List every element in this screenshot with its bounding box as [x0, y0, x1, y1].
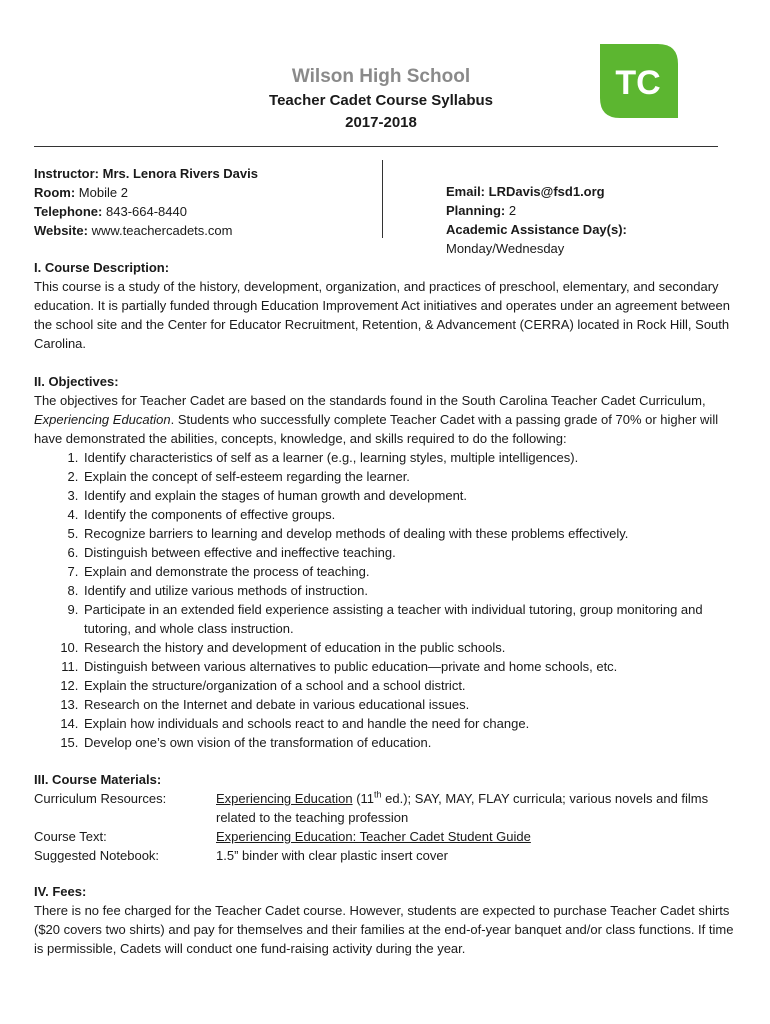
school-year: 2017-2018	[345, 114, 417, 131]
objectives-intro-title: Experiencing Education	[34, 412, 171, 427]
curriculum-label: Curriculum Resources:	[34, 791, 167, 806]
list-item: 1. Identify characteristics of self as a learner (e.g., learning styles, multiple intelligences).	[82, 448, 734, 467]
tc-logo-text: TC	[615, 64, 661, 102]
planning-line	[446, 201, 627, 220]
objectives-list	[34, 448, 734, 752]
instructor-label: Instructor:	[34, 166, 99, 181]
course-description-text: This course is a study of the history, development, organization, and practices of preschool, elementary, and secondary education. It is partially funded through Education Improvement Act initiatives and operates under an agreement between the school site and the Center for Educator Recruitment, Retention, & Advancement (CERRA) located in Rock Hill, South Carolina.	[34, 279, 730, 351]
objectives-intro-end: . Students who successfully complete Teacher Cadet with a passing grade of 70% or higher will have demonstrated the abilities, concepts, knowledge, and skills required to do the following:	[34, 412, 719, 446]
notebook-row	[34, 846, 734, 865]
course-description-section	[34, 258, 734, 353]
materials-section	[34, 770, 734, 865]
objectives-heading: II. Objectives:	[34, 374, 119, 389]
fees-text: There is no fee charged for the Teacher Cadet course. However, students are expected to purchase Teacher Cadet shirts ($20 covers two shirts) and pay for themselves and their families at the end-of-year banquet and/or class functions. If time is permissible, Cadets will conduct one fund-raising activity during the year.	[34, 903, 734, 956]
course-title: Teacher Cadet Course Syllabus	[269, 92, 493, 109]
tc-logo	[600, 44, 678, 118]
list-item: 14. Explain how individuals and schools react to and handle the need for change.	[82, 714, 734, 733]
list-item: 11. Distinguish between various alternatives to public education—private and home schools, etc.	[82, 657, 734, 676]
email-value[interactable]: LRDavis@fsd1.org	[488, 184, 605, 199]
objectives-section	[34, 372, 734, 752]
curriculum-rest: ed.); SAY, MAY, FLAY curricula; various novels and films related to the teaching profession	[216, 791, 709, 825]
list-item: 7. Explain and demonstrate the process of teaching.	[82, 562, 734, 581]
list-item: 2. Explain the concept of self-esteem regarding the learner.	[82, 467, 734, 486]
contact-right	[446, 182, 627, 258]
course-text-value: Experiencing Education: Teacher Cadet Student Guide	[216, 829, 531, 844]
objectives-intro	[34, 391, 734, 448]
contact-left	[34, 164, 258, 240]
curriculum-row	[34, 789, 734, 827]
list-item: 13. Research on the Internet and debate in various educational issues.	[82, 695, 734, 714]
list-item: 6. Distinguish between effective and ineffective teaching.	[82, 543, 734, 562]
room-value: Mobile 2	[78, 185, 128, 200]
telephone-value: 843-664-8440	[106, 204, 187, 219]
assistance-value: Monday/Wednesday	[446, 241, 565, 256]
contact-divider	[382, 160, 383, 238]
materials-heading: III. Course Materials:	[34, 772, 162, 787]
list-item: 12. Explain the structure/organization of a school and a school district.	[82, 676, 734, 695]
notebook-label: Suggested Notebook:	[34, 848, 160, 863]
instructor-name: Mrs. Lenora Rivers Davis	[102, 166, 258, 181]
course-description-heading: I. Course Description:	[34, 260, 170, 275]
list-item: 3. Identify and explain the stages of human growth and development.	[82, 486, 734, 505]
course-text-row	[34, 827, 734, 846]
notebook-value: 1.5” binder with clear plastic insert cover	[216, 848, 448, 863]
list-item: 10. Research the history and development of education in the public schools.	[82, 638, 734, 657]
objectives-intro-start: The objectives for Teacher Cadet are based on the standards found in the South Carolina Teacher Cadet Curriculum,	[34, 393, 706, 408]
planning-label: Planning:	[446, 203, 506, 218]
website-line	[34, 221, 258, 240]
curriculum-value	[216, 789, 716, 827]
instructor-line	[34, 164, 258, 183]
assistance-label: Academic Assistance Day(s):	[446, 222, 627, 237]
room-label: Room:	[34, 185, 76, 200]
list-item: 15. Develop one’s own vision of the transformation of education.	[82, 733, 734, 752]
list-item: 9. Participate in an extended field experience assisting a teacher with individual tutoring, group monitoring and tutoring, and whole class instruction.	[82, 600, 734, 638]
list-item: 5. Recognize barriers to learning and develop methods of dealing with these problems effectively.	[82, 524, 734, 543]
email-line	[446, 182, 627, 201]
email-label: Email:	[446, 184, 486, 199]
website-value[interactable]: www.teachercadets.com	[91, 223, 233, 238]
room-line	[34, 183, 258, 202]
list-item: 8. Identify and utilize various methods of instruction.	[82, 581, 734, 600]
course-text-label: Course Text:	[34, 829, 107, 844]
curriculum-edition-suffix: th	[374, 789, 382, 800]
header-divider	[34, 146, 718, 147]
telephone-label: Telephone:	[34, 204, 103, 219]
list-item: 4. Identify the components of effective groups.	[82, 505, 734, 524]
school-name: Wilson High School	[291, 66, 471, 87]
planning-value: 2	[508, 203, 517, 218]
curriculum-edition: (11	[352, 791, 375, 806]
fees-heading: IV. Fees:	[34, 884, 87, 899]
website-label: Website:	[34, 223, 88, 238]
fees-section	[34, 882, 734, 958]
telephone-line	[34, 202, 258, 221]
curriculum-title: Experiencing Education	[216, 791, 353, 806]
